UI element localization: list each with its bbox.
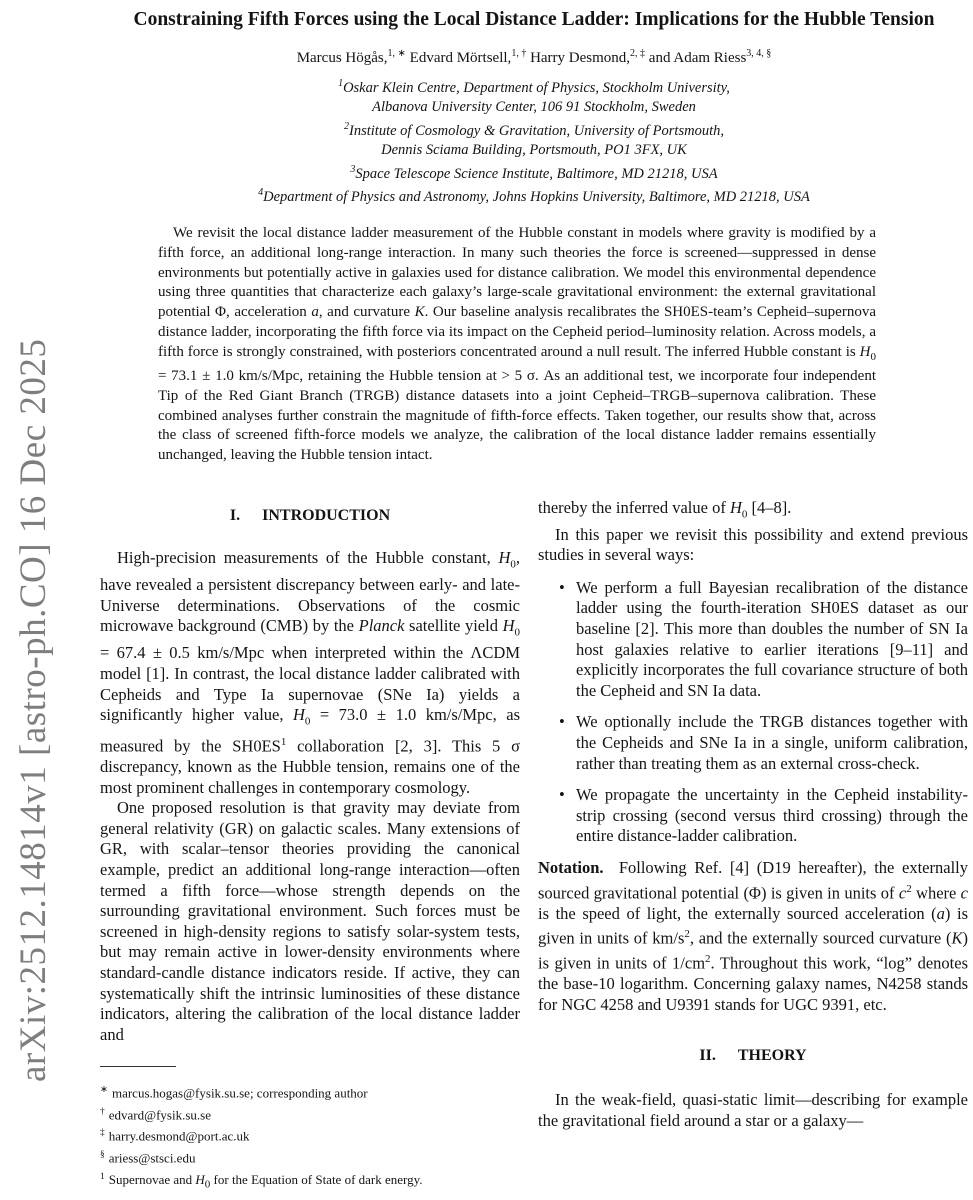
- two-column-body: [100, 498, 968, 1132]
- affiliation-text: Albanova University Center, 106 91 Stockholm, Sweden: [372, 98, 696, 115]
- left-column: [100, 498, 520, 1132]
- footnote-item: [100, 1124, 520, 1146]
- contribution-bullet: • We perform a full Bayesian recalibration of the distance ladder using the fourth-iteration SH0ES dataset as our baseline [2]. This more than doubles the number of SN Ia host galaxies relative to earlier iterations [9–11] and explicitly incorporates the full covariance structure of both the Cepheid and SN Ia data.: [576, 578, 968, 702]
- footnote-item: [100, 1146, 520, 1168]
- footnote-text: edvard@fysik.su.se: [108, 1107, 211, 1123]
- affiliation-text: Department of Physics and Astronomy, Johns Hopkins University, Baltimore, MD 21218, USA: [263, 189, 810, 206]
- footnote-item: [100, 1081, 520, 1103]
- affiliation-line: [100, 183, 968, 207]
- author-name: and Adam Riess: [645, 50, 747, 66]
- affiliation-text: Dennis Sciama Building, Portsmouth, PO1 3FX, UK: [381, 141, 687, 158]
- footnote-marker: †: [100, 1106, 105, 1117]
- affiliation-number: 2: [344, 120, 350, 132]
- abstract-text: We revisit the local distance ladder measurement of the Hubble constant in models where gravity is modified by a fifth force, an additional long-range interaction. In many such theories the force is screened—suppressed in dense environments but potentially active in galaxies used for distance calibration. We model this environmental dependence using three quantities that characterize each galaxy’s large-scale gravitational environment: the external gravitational potential Φ, acceleration a, and curvature K. Our baseline analysis recalibrates the SH0ES-team’s Cepheid–supernova distance ladder, incorporating the fifth force via its impact on the Cepheid period–luminosity relation. Across models, a fifth force is strongly constrained, with posteriors concentrated around a null result. The inferred Hubble constant is $H_0 = 73.1 \pm 1.0$ km/s/Mpc, retaining the Hubble tension at > 5 σ. As an additional test, we incorporate four independent Tip of the Red Giant Branch (TRGB) distance datasets into a joint Cepheid–TRGB–supernova calibration. These combined analyses further constrain the magnitude of fifth-force effects. Taken together, our results show that, across the class of screened fifth-force models we analyze, the calibration of the local distance ladder remains essentially unchanged, leaving the Hubble tension intact.: [158, 225, 876, 464]
- intro-paragraph-2: One proposed resolution is that gravity may deviate from general relativity (GR) on galactic scales. Many extensions of GR, with scalar–tensor theories providing the canonical example, predict an additional long-range interaction—often termed a fifth force—whose strength depends on the surrounding gravitational environment. Such forces must be screened in high-density regions to satisfy solar-system tests, but may remain active in lower-density environments where standard-candle distance indicators reside. If active, they can systematically shift the intrinsic luminosities of these distance indicators, altering the calibration of the local distance ladder and: [100, 798, 520, 1044]
- footnote-text: marcus.hogas@fysik.su.se; corresponding author: [111, 1085, 368, 1101]
- section-number: I.: [229, 506, 241, 524]
- footnotes-block: [100, 1066, 520, 1194]
- contribution-bullet: • We optionally include the TRGB distances together with the Cepheids and SNe Ia in a single, uniform calibration, rather than treating them as an external cross-check.: [576, 712, 968, 774]
- notation-paragraph: Notation. Following Ref. [4] (D19 hereafter), the externally sourced gravitational potential (Φ) is given in units of $c^2$ where c is the speed of light, the externally sourced acceleration (a) is given in units of $km/s^2$, and the externally sourced curvature (K) is given in units of $1/cm^2$. Throughout this work, “log” denotes the base-10 logarithm. Concerning galaxy names, N4258 stands for NGC 4258 and U9391 stands for UGC 9391, etc.: [538, 857, 969, 1015]
- affiliation-line: [100, 117, 968, 141]
- affiliation-number: 4: [258, 187, 264, 199]
- author-name: Harry Desmond,: [526, 50, 631, 66]
- section-title: THEORY: [737, 1046, 807, 1064]
- authors-line: [100, 48, 968, 67]
- contributions-list: [538, 578, 968, 847]
- author-affiliation-marker: 1, ∗: [387, 48, 406, 59]
- affiliation-text: Space Telescope Science Institute, Baltimore, MD 21218, USA: [355, 165, 718, 182]
- footnote-text: harry.desmond@port.ac.uk: [108, 1128, 250, 1144]
- paper-page: [100, 0, 968, 1200]
- footnote-text: Supernovae and $H_0$ for the Equation of State of dark energy.: [108, 1172, 423, 1191]
- footnote-text: ariess@stsci.edu: [108, 1150, 196, 1166]
- footnote-rule: [100, 1066, 176, 1067]
- author-name: Edvard Mörtsell,: [405, 50, 512, 66]
- section-number: II.: [699, 1046, 716, 1064]
- affiliation-text: Institute of Cosmology & Gravitation, University of Portsmouth,: [349, 122, 724, 139]
- contribution-bullet: • We propagate the uncertainty in the Cepheid instability-strip crossing (second versus third crossing) through the entire distance-ladder calibration.: [576, 785, 968, 847]
- arxiv-watermark: arXiv:2512.14814v1 [astro-ph.CO] 16 Dec 2025: [13, 338, 54, 1082]
- section-heading-theory: [538, 1046, 968, 1067]
- footnote-item: [100, 1168, 520, 1194]
- affiliations-block: [100, 74, 968, 207]
- affiliation-number: 3: [350, 163, 356, 175]
- footnote-marker: ‡: [100, 1128, 105, 1139]
- contributions-lead-paragraph: In this paper we revisit this possibility and extend previous studies in several ways:: [538, 524, 968, 565]
- section-title: INTRODUCTION: [262, 506, 391, 524]
- affiliation-line: [100, 74, 968, 98]
- affiliation-line: [100, 141, 968, 160]
- affiliation-line: [100, 160, 968, 184]
- paper-title: Constraining Fifth Forces using the Local Distance Ladder: Implications for the Hubble Tension: [133, 9, 935, 30]
- affiliation-text: Oskar Klein Centre, Department of Physics, Stockholm University,: [343, 79, 730, 96]
- continuation-paragraph: thereby the inferred value of $H_0$ [4–8].: [538, 497, 792, 521]
- theory-paragraph: In the weak-field, quasi-static limit—describing for example the gravitational field around a star or a galaxy—: [538, 1090, 968, 1130]
- right-column: [538, 498, 968, 1132]
- affiliation-number: 1: [338, 78, 344, 89]
- section-heading-introduction: [100, 506, 520, 527]
- footnote-item: [100, 1103, 520, 1125]
- author-affiliation-marker: 2, ‡: [630, 48, 646, 59]
- affiliation-line: [100, 98, 968, 117]
- intro-paragraph-1: High-precision measurements of the Hubble constant, $H_0$, have revealed a persistent discrepancy between early- and late-Universe determinations. Observations of the cosmic microwave background (CMB) by the Planck satellite yield $H_0 = 67.4 \pm 0.5$ km/s/Mpc when interpreted within the ΛCDM model [1]. In contrast, the local distance ladder calibrated with Cepheids and Type Ia supernovae (SNe Ia) yields a significantly higher value, $H_0 = 73.0 \pm 1.0$ km/s/Mpc, as measured by the $SH0ES^1$ collaboration [2, 3]. This 5 σ discrepancy, known as the Hubble tension, remains one of the most prominent challenges in contemporary cosmology.: [100, 548, 520, 797]
- footnote-marker: §: [100, 1150, 105, 1161]
- footnote-marker: ∗: [100, 1085, 108, 1095]
- footnote-marker: 1: [100, 1171, 105, 1182]
- author-affiliation-marker: 3, 4, §: [746, 48, 772, 59]
- author-affiliation-marker: 1, †: [511, 48, 527, 59]
- author-name: Marcus Högås,: [296, 50, 388, 66]
